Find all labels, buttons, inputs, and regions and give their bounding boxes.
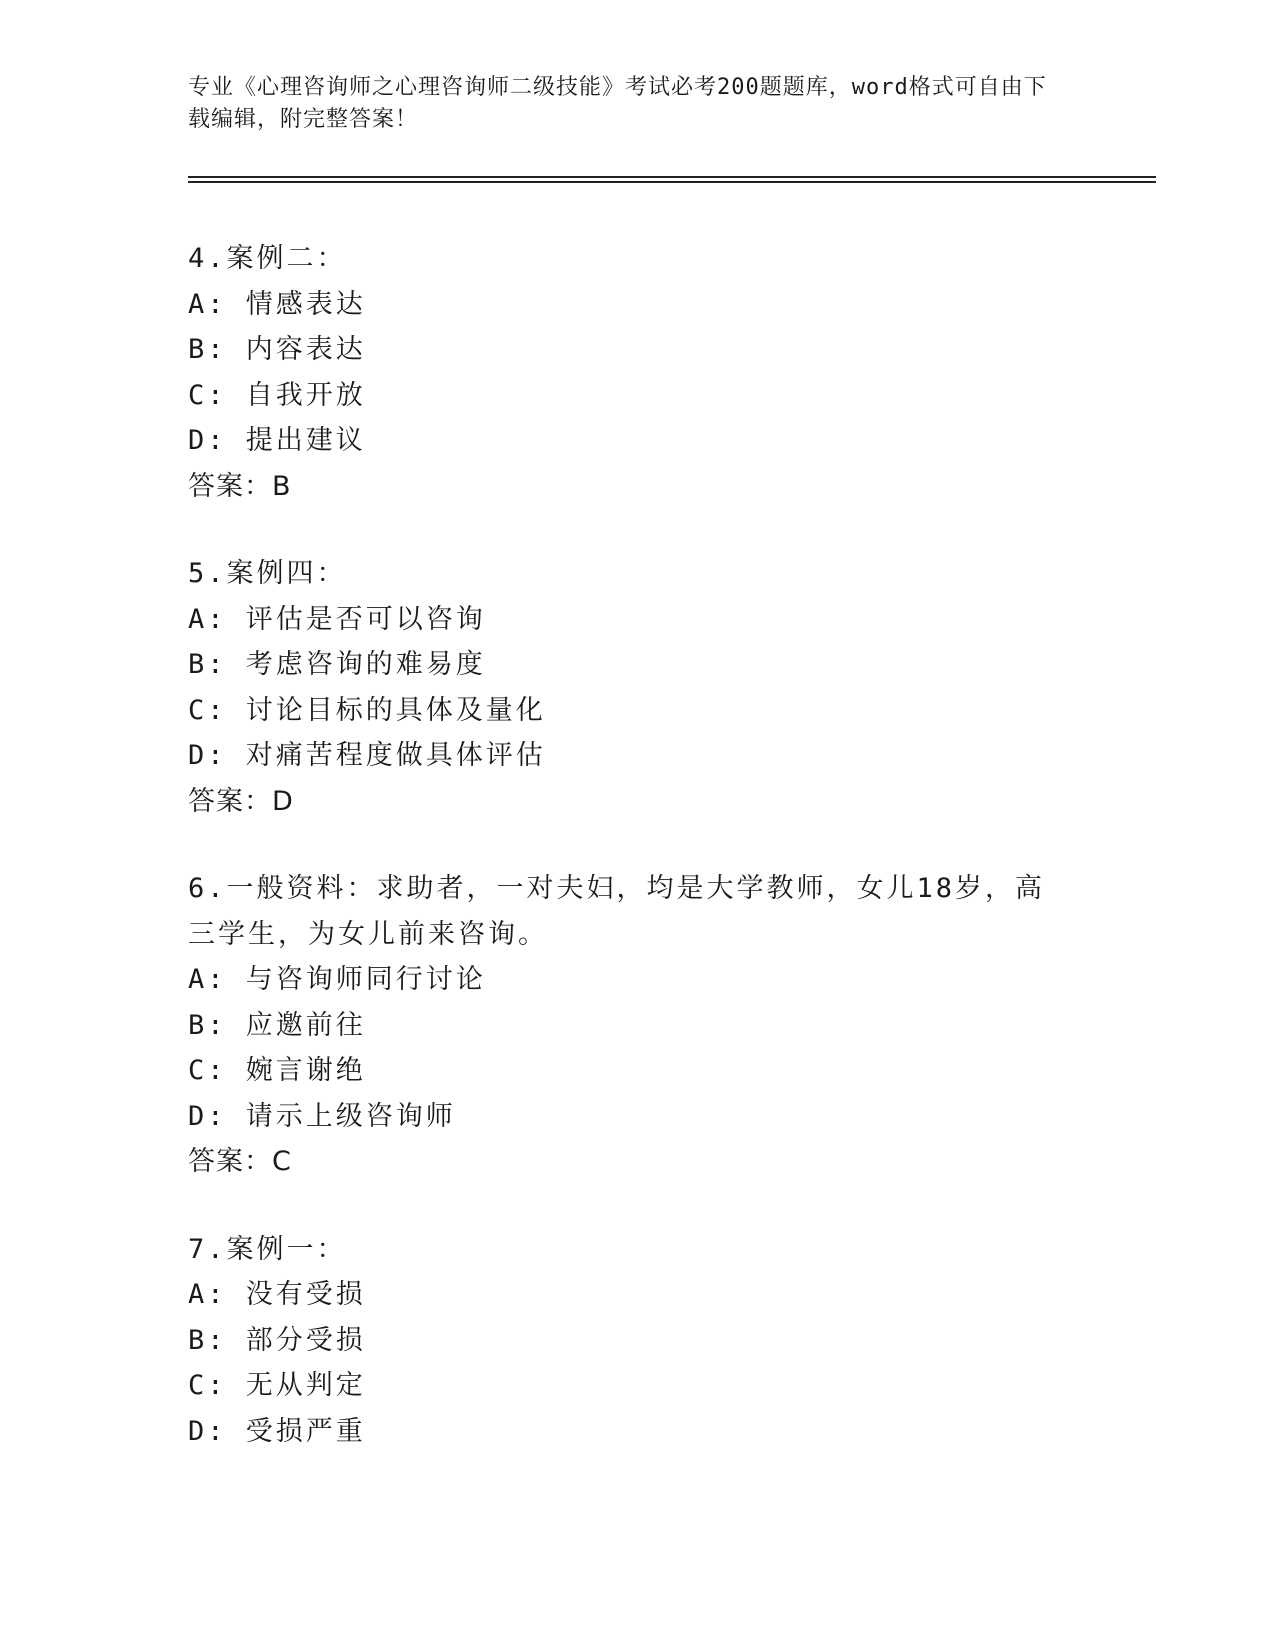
answer-line: 答案：C — [188, 1146, 292, 1177]
question-list — [188, 236, 1088, 1496]
option-d: D: 请示上级咨询师 — [188, 1100, 456, 1132]
document-header: 专业《心理咨询师之心理咨询师二级技能》考试必考200题题库，word格式可自由下载编辑，附完整答案！ — [188, 75, 1047, 132]
question-item — [188, 866, 1088, 1185]
question-stem: 7.案例一： — [188, 1233, 347, 1265]
option-a: A: 情感表达 — [188, 288, 366, 320]
option-c: C: 自我开放 — [188, 379, 366, 411]
option-a: A: 没有受损 — [188, 1279, 366, 1310]
option-a: A: 与咨询师同行讨论 — [188, 964, 486, 995]
question-stem: 5.案例四： — [188, 558, 347, 589]
header-divider-bottom — [188, 181, 1156, 183]
option-b: B: 部分受损 — [188, 1324, 366, 1356]
option-c: C: 讨论目标的具体及量化 — [188, 694, 546, 726]
question-stem: 6.一般资料：求助者，一对夫妇，均是大学教师，女儿18岁，高三学生，为女儿前来咨询。 — [188, 873, 1046, 950]
option-b: B: 应邀前往 — [188, 1009, 366, 1041]
answer-line: 答案：D — [188, 785, 294, 817]
option-c: C: 婉言谢绝 — [188, 1055, 366, 1086]
answer-line: 答案：B — [188, 470, 292, 502]
option-d: D: 受损严重 — [188, 1415, 366, 1447]
option-d: D: 提出建议 — [188, 425, 366, 456]
question-item — [188, 1227, 1088, 1455]
question-item — [188, 551, 1088, 824]
option-d: D: 对痛苦程度做具体评估 — [188, 740, 546, 771]
option-b: B: 考虑咨询的难易度 — [188, 649, 486, 680]
option-a: A: 评估是否可以咨询 — [188, 603, 486, 635]
question-item — [188, 236, 1088, 509]
header-divider-top — [188, 176, 1156, 178]
question-stem: 4.案例二： — [188, 243, 347, 274]
option-b: B: 内容表达 — [188, 334, 366, 365]
option-c: C: 无从判定 — [188, 1370, 366, 1401]
